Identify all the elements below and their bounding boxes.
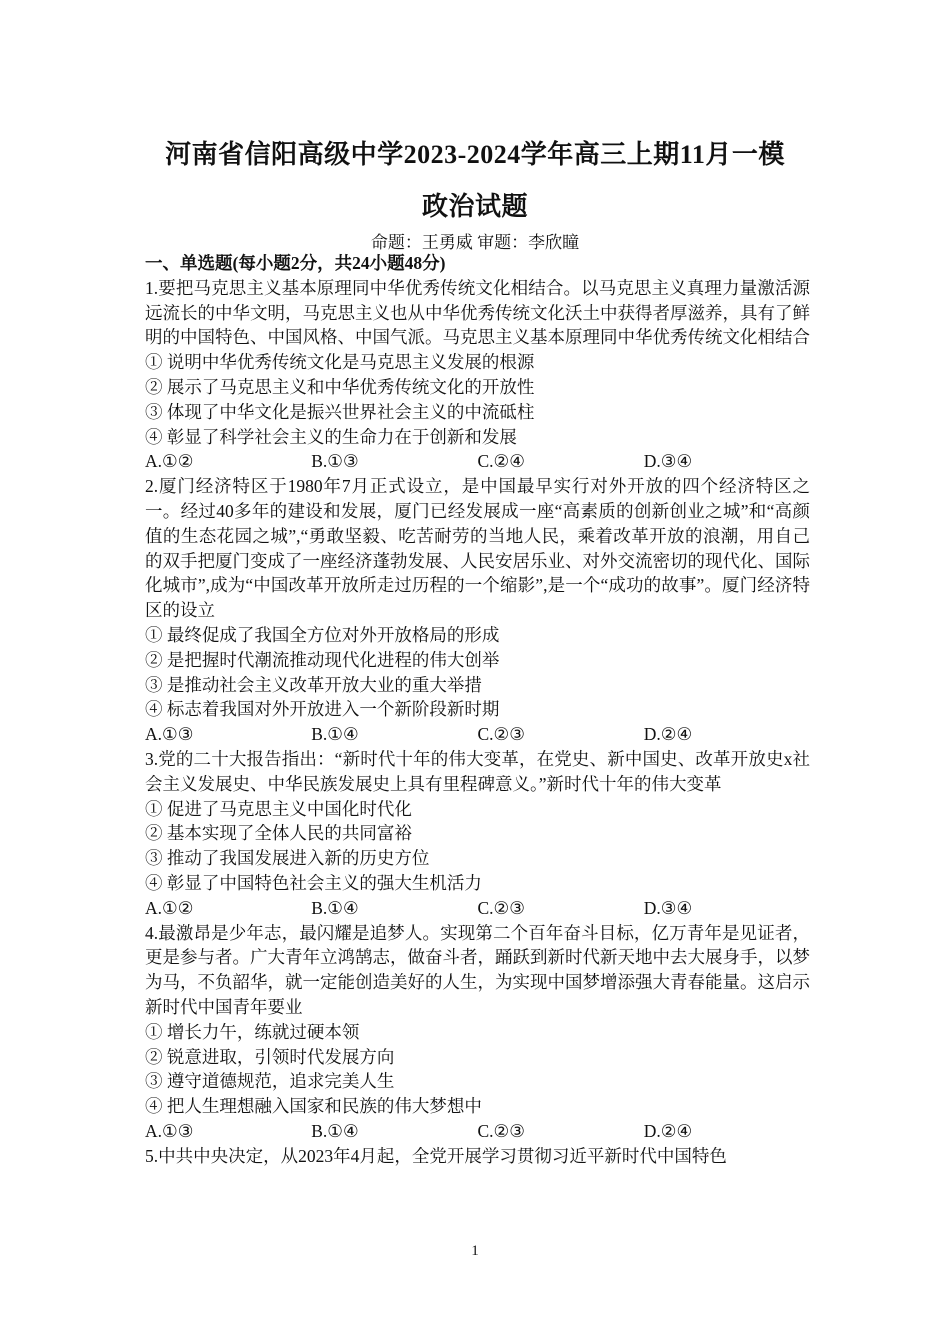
exam-title: 河南省信阳高级中学2023-2024学年高三上期11月一模 — [165, 140, 785, 169]
question-stem: 3.党的二十大报告指出：“新时代十年的伟大变革，在党史、新中国史、改革开放史x社会主义发展史、中华民族发展史上具有里程碑意义。”新时代十年的伟大变革 — [145, 748, 810, 794]
page-number: 1 — [471, 1243, 479, 1259]
exam-authors: 命题：王勇威 审题：李欣瞳 — [370, 233, 580, 252]
question-stem: 4.最激昂是少年志，最闪耀是追梦人。实现第二个百年奋斗目标，亿万青年是见证者，更是参与者。广大青年立鸿鹄志，做奋斗者，踊跃到新时代新天地中去大展身手，以梦为马，不负韶华，就一定能创造美好的人生，为实现中国梦增添强大青春能量。这启示新时代中国青年要业 — [145, 922, 810, 1017]
question-option: ① 促进了马克思主义中国化时代化 — [145, 798, 412, 819]
question-option: ④ 把人生理想融入国家和民族的伟大梦想中 — [145, 1096, 482, 1117]
choice-c: C.②③ — [477, 897, 525, 918]
question-option: ② 是把握时代潮流推动现代化进程的伟大创举 — [145, 649, 500, 670]
question-5 — [145, 1144, 810, 1169]
choice-a: A.①③ — [145, 1120, 194, 1141]
question-option: ① 最终促成了我国全方位对外开放格局的形成 — [145, 624, 500, 645]
question-stem: 1.要把马克思主义基本原理同中华优秀传统文化相结合。以马克思主义真理力量激活源远流长的中华文明，马克思主义也从中华优秀传统文化沃土中获得者厚滋养，具有了鲜明的中国特色、中国风格、中国气派。马克思主义基本原理同中华优秀传统文化相结合 — [145, 277, 810, 348]
question-option: ③ 推动了我国发展进入新的历史方位 — [145, 848, 430, 869]
question-option: ④ 彰显了科学社会主义的生命力在于创新和发展 — [145, 426, 517, 447]
choice-a: A.①② — [145, 451, 194, 472]
question-1 — [145, 276, 810, 474]
section-header: 一、单选题(每小题2分，共24小题48分) — [145, 253, 446, 273]
question-option: ④ 标志着我国对外开放进入一个新阶段新时期 — [145, 699, 500, 720]
choice-b: B.①④ — [311, 897, 359, 918]
choice-d: D.③④ — [643, 897, 693, 918]
choice-c: C.②③ — [477, 1120, 525, 1141]
question-option: ③ 是推动社会主义改革开放大业的重大举措 — [145, 674, 482, 695]
choice-b: B.①④ — [311, 1120, 359, 1141]
answer-choices — [145, 896, 810, 921]
choice-c: C.②③ — [477, 724, 525, 745]
question-option: ① 增长力午，练就过硬本领 — [145, 1021, 360, 1042]
choice-d: D.②④ — [643, 1120, 693, 1141]
question-option: ② 锐意进取，引领时代发展方向 — [145, 1046, 395, 1067]
question-option: ② 基本实现了全体人民的共同富裕 — [145, 823, 412, 844]
answer-choices — [145, 1119, 810, 1144]
choice-b: B.①③ — [311, 451, 359, 472]
question-option: ③ 遵守道德规范，追求完美人生 — [145, 1071, 395, 1092]
choice-b: B.①④ — [311, 724, 359, 745]
choice-d: D.③④ — [643, 451, 693, 472]
answer-choices — [145, 449, 810, 474]
choice-c: C.②④ — [477, 451, 525, 472]
exam-content — [145, 251, 810, 1168]
question-stem: 5.中共中央决定，从2023年4月起，全党开展学习贯彻习近平新时代中国特色 — [145, 1145, 727, 1166]
question-2 — [145, 474, 810, 747]
answer-choices — [145, 722, 810, 747]
choice-a: A.①③ — [145, 724, 194, 745]
question-option: ① 说明中华优秀传统文化是马克思主义发展的根源 — [145, 352, 535, 373]
question-stem: 2.厦门经济特区于1980年7月正式设立，是中国最早实行对外开放的四个经济特区之一。经过40多年的建设和发展，厦门已经发展成一座“高素质的创新创业之城”和“高颜值的生态花园之城”,“勇敢坚毅、吃苦耐劳的当地人民，乘着改革开放的浪潮，用自己的双手把厦门变成了一座经济蓬勃发展、人民安居乐业、对外交流密切的现代化、国际化城市”,成为“中国改革开放所走过历程的一个缩影”,是一个“成功的故事”。厦门经济特区的设立 — [145, 476, 810, 621]
question-option: ② 展示了马克思主义和中华优秀传统文化的开放性 — [145, 376, 535, 397]
question-3 — [145, 747, 810, 921]
choice-d: D.②④ — [643, 724, 693, 745]
choice-a: A.①② — [145, 897, 194, 918]
question-option: ③ 体现了中华文化是振兴世界社会主义的中流砥柱 — [145, 401, 535, 422]
exam-subject: 政治试题 — [421, 192, 528, 221]
question-4 — [145, 921, 810, 1144]
question-option: ④ 彰显了中国特色社会主义的强大生机活力 — [145, 872, 482, 893]
